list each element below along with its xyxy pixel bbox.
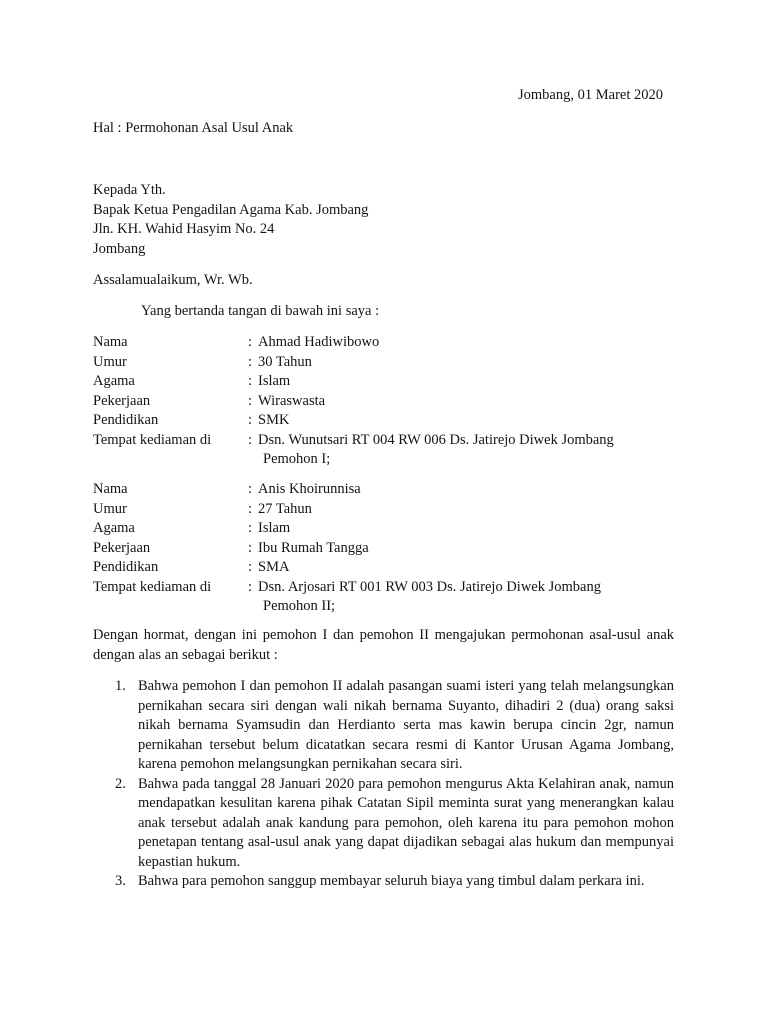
identity-colon: : <box>248 500 253 517</box>
identity-colon: : <box>248 578 253 595</box>
list-text: Bahwa pada tanggal 28 Januari 2020 para pemohon mengurus Akta Kelahiran anak, namun mendapatkan kesulitan karena pihak Catatan Sipil meminta surat yang menerangkan kalau anak tersebut adalah anak kandung para pemohon, oleh karena itu para pemohon mohon penetapan tentang asal-usul anak yang dapat dijadikan sebagai alas hukum dan mempunyai kepastian hukum. <box>138 775 674 870</box>
identity-colon: : <box>248 334 253 350</box>
identity-value: SMA <box>258 559 290 575</box>
letter-subject: Hal : Permohonan Asal Usul Anak <box>93 120 294 136</box>
identity-value: Ibu Rumah Tangga <box>258 539 369 556</box>
identity-label: Nama <box>93 481 128 497</box>
identity-value: Dsn. Wunutsari RT 004 RW 006 Ds. Jatirejo Diwek Jombang <box>258 431 614 448</box>
identity-label: Nama <box>93 334 128 350</box>
identity-colon: : <box>248 412 253 428</box>
identity-row-name <box>93 480 683 500</box>
identity-row-religion <box>93 372 683 392</box>
recipient-line: Kepada Yth. <box>93 182 166 198</box>
identity-row-role <box>93 597 683 617</box>
identity-row-occupation <box>93 539 683 559</box>
identity-row-religion <box>93 519 683 539</box>
identity-value: Wiraswasta <box>258 392 326 409</box>
identity-row-residence <box>93 578 683 598</box>
identity-label: Pendidikan <box>93 412 159 428</box>
identity-value: Islam <box>258 373 291 389</box>
identity-row-occupation <box>93 392 683 412</box>
body-paragraph: Dengan hormat, dengan ini pemohon I dan pemohon II mengajukan permohonan asal-usul anak dengan alas an sebagai berikut : <box>93 627 674 663</box>
identity-colon: : <box>248 481 253 497</box>
identity-value: 27 Tahun <box>258 500 312 517</box>
recipient-block <box>93 181 368 259</box>
identity-row-education <box>93 558 683 578</box>
recipient-line: Bapak Ketua Pengadilan Agama Kab. Jombang <box>93 201 369 218</box>
list-number: 1. <box>115 678 126 694</box>
letter-date: Jombang, 01 Maret 2020 <box>518 87 663 103</box>
identity-value: Ahmad Hadiwibowo <box>258 334 380 350</box>
list-item <box>93 872 674 892</box>
recipient-line: Jombang <box>93 240 146 257</box>
petitioner-1-identity <box>93 333 683 470</box>
identity-row-age <box>93 500 683 520</box>
list-item <box>93 775 674 873</box>
identity-row-name <box>93 333 683 353</box>
identity-row-age <box>93 353 683 373</box>
identity-label: Umur <box>93 353 127 370</box>
identity-colon: : <box>248 392 253 409</box>
intro-line: Yang bertanda tangan di bawah ini saya : <box>141 303 380 319</box>
identity-value: Dsn. Arjosari RT 001 RW 003 Ds. Jatirejo Diwek Jombang <box>258 578 601 595</box>
identity-value: 30 Tahun <box>258 353 312 370</box>
list-text: Bahwa pemohon I dan pemohon II adalah pasangan suami isteri yang telah melangsungkan pernikahan secara siri dengan wali nikah bernama Suyanto, dihadiri 2 (dua) orang saksi nikah bernama Syamsudin dan Herdianto serta mas kawin berupa cincin 2gr, namun pernikahan tersebut belum dicatatkan secara resmi di Kantor Urusan Agama Jombang, karena pemohon melangsungkan pernikahan secara siri. <box>138 678 674 772</box>
identity-value: SMK <box>258 412 290 428</box>
identity-colon: : <box>248 520 253 536</box>
identity-colon: : <box>248 373 253 389</box>
list-text: Bahwa para pemohon sanggup membayar seluruh biaya yang timbul dalam perkara ini. <box>138 873 645 889</box>
identity-row-residence <box>93 431 683 451</box>
identity-value: Islam <box>258 520 291 536</box>
reasons-list <box>93 677 674 892</box>
list-item <box>93 677 674 775</box>
identity-label: Tempat kediaman di <box>93 578 212 595</box>
identity-row-role <box>93 450 683 470</box>
petitioner-role: Pemohon II; <box>263 598 336 614</box>
identity-colon: : <box>248 431 253 448</box>
identity-colon: : <box>248 559 253 575</box>
identity-colon: : <box>248 353 253 370</box>
identity-label: Umur <box>93 500 127 517</box>
recipient-line: Jln. KH. Wahid Hasyim No. 24 <box>93 221 275 237</box>
identity-label: Pekerjaan <box>93 392 151 409</box>
identity-value: Anis Khoirunnisa <box>258 481 361 497</box>
list-number: 3. <box>115 873 126 889</box>
identity-label: Agama <box>93 520 135 536</box>
greeting: Assalamualaikum, Wr. Wb. <box>93 272 253 288</box>
list-number: 2. <box>115 775 126 792</box>
identity-row-education <box>93 411 683 431</box>
identity-label: Pendidikan <box>93 559 159 575</box>
identity-label: Agama <box>93 373 135 389</box>
identity-label: Tempat kediaman di <box>93 431 212 448</box>
petitioner-role: Pemohon I; <box>263 451 331 467</box>
identity-colon: : <box>248 539 253 556</box>
petitioner-2-identity <box>93 480 683 617</box>
identity-label: Pekerjaan <box>93 539 151 556</box>
